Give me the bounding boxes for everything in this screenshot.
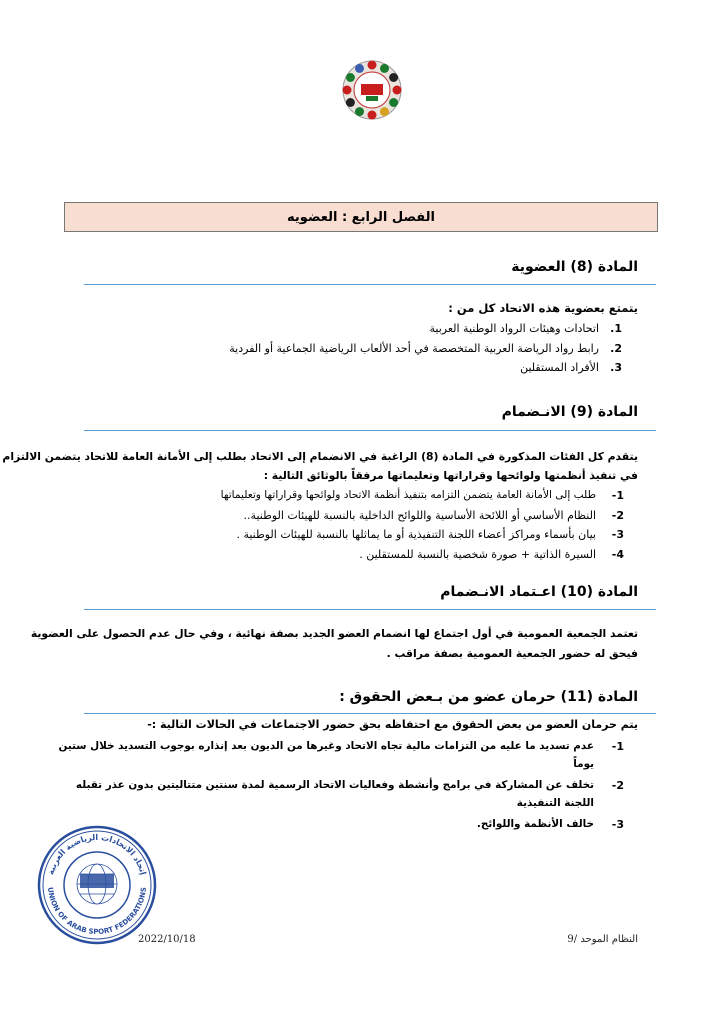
article-9-item-2-number: -2 xyxy=(611,509,624,522)
footer-page-label: النظام الموحد /9 xyxy=(567,934,638,945)
article-11-intro: يتم حرمان العضو من بعض الحقوق مع احتفاظه بحق حضور الاجتماعات في الحالات التالية :- xyxy=(147,718,638,731)
article-8-intro: يتمتع بعضوية هذه الاتحاد كل من : xyxy=(448,301,638,315)
article-9-item-1: طلب إلى الأمانة العامة يتضمن التزامه بتنفيذ أنظمة الاتحاد ولوائحها وقراراتها وتعليماتها xyxy=(220,489,596,501)
article-9-intro-line-1: يتقدم كل الفئات المذكورة في المادة (8) الراغبة في الانضمام إلى الاتحاد بطلب إلى الأمانة العامة للاتحاد يتضمن الالتزام xyxy=(2,450,638,463)
stamp-arabic-text: إتحاد الاتحادات الرياضية العربية xyxy=(46,832,148,876)
article-9-item-3: بيان بأسماء ومراكز أعضاء اللجنة التنفيذية أو ما يماثلها بالنسبة للهيئات الوطنية . xyxy=(236,528,596,541)
article-8-item-3: الأفراد المستقلين xyxy=(520,361,599,374)
article-11-item-3-number: -3 xyxy=(611,818,624,831)
article-11-heading: المادة (11) حرمان عضو من بـعض الحقوق : xyxy=(339,689,638,705)
article-11-item-3: خالف الأنظمة واللوائح. xyxy=(476,818,594,830)
union-stamp xyxy=(36,824,158,946)
article-11-item-2-number: -2 xyxy=(611,779,624,792)
stamp-english-text: UNION OF ARAB SPORT FEDERATIONS xyxy=(45,886,148,937)
footer-date: 2022/10/18 xyxy=(138,934,196,945)
article-10-heading: المادة (10) اعـتماد الانـضمام xyxy=(440,584,638,600)
article-8-item-1: اتحادات وهيئات الرواد الوطنية العربية xyxy=(429,322,599,335)
article-11-item-1-line-1: عدم تسديد ما عليه من التزامات مالية تجاه الاتحاد وغيرها من الديون بعد إنذاره بوجوب التسديد خلال ستين xyxy=(58,740,594,752)
article-8-heading: المادة (8) العضوية xyxy=(511,259,638,275)
article-9-heading: المادة (9) الانـضمام xyxy=(501,404,638,420)
article-9-item-2: النظام الأساسي أو اللائحة الأساسية واللوائح الداخلية بالنسبة للهيئات الوطنية.. xyxy=(243,509,596,522)
article-9-intro-line-2: في تنفيذ أنظمتها ولوائحها وقراراتها وتعليماتها مرفقاً بالوثائق التالية : xyxy=(263,469,638,482)
article-11-item-2-line-2: اللجنة التنفيذية xyxy=(516,797,594,809)
article-9-item-1-number: -1 xyxy=(611,489,624,502)
article-11-item-1-number: -1 xyxy=(611,740,624,753)
union-logo xyxy=(342,60,402,120)
section-divider xyxy=(84,609,656,610)
article-10-line-2: فيحق له حضور الجمعية العمومية بصفة مراقب . xyxy=(386,647,638,660)
article-9-item-4: السيرة الذاتية + صورة شخصية بالنسبة للمستقلين . xyxy=(359,548,596,561)
chapter-header xyxy=(64,202,658,232)
article-8-item-3-number: .3 xyxy=(610,361,622,374)
section-divider xyxy=(84,430,656,431)
article-10-line-1: تعتمد الجمعية العمومية في أول اجتماع لها انضمام العضو الجديد بصفة نهائية ، وفي حال عدم الحصول على العضوية xyxy=(30,627,638,640)
article-9-item-4-number: -4 xyxy=(611,548,624,561)
article-11-item-2-line-1: تخلف عن المشاركة في برامج وأنشطة وفعاليات الاتحاد الرسمية لمدة سنتين متتاليتين بدون عذر تقبله xyxy=(75,779,594,791)
article-9-item-3-number: -3 xyxy=(611,528,624,541)
section-divider xyxy=(84,284,656,285)
article-11-item-1-line-2: يوماً xyxy=(573,758,594,770)
article-8-item-1-number: .1 xyxy=(610,322,622,335)
chapter-title: الفصل الرابع : العضويه xyxy=(287,209,435,225)
article-8-item-2-number: .2 xyxy=(610,342,622,355)
section-divider xyxy=(84,713,656,714)
article-8-item-2: رابط رواد الرياضة العربية المتخصصة في أحد الألعاب الرياضية الجماعية أو الفردية xyxy=(229,342,599,355)
